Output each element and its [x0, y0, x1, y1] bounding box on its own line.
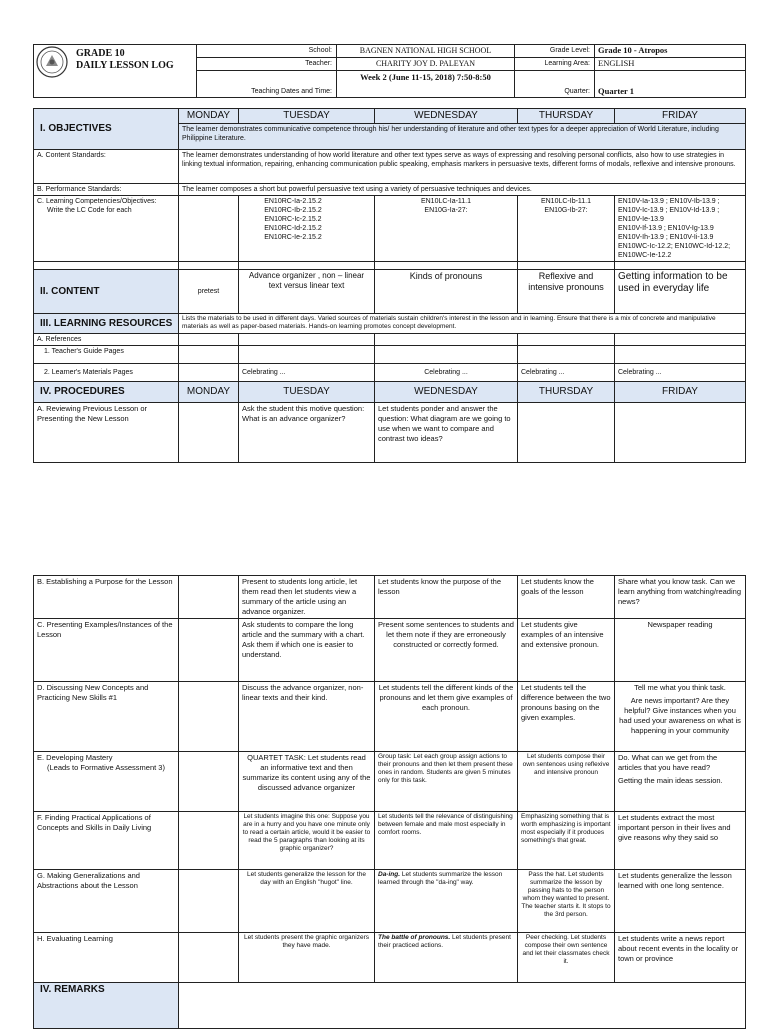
proc-day-thursday: THURSDAY — [518, 382, 615, 403]
proc-f-thursday: Emphasizing something that is worth emphasizing is important most especially if it produces something's that great. — [518, 812, 615, 870]
proc-a-tuesday: Ask the student this motive question: What is an advance organizer? — [239, 403, 375, 463]
proc-f-tuesday: Let students imagine this one: Suppose you are in a hurry and you have one minute only to read a certain article, would it be easier to read the 5 paragraphs than looking at its graphic organizer? — [239, 812, 375, 870]
proc-c-wednesday: Present some sentences to students and let them note if they are erroneously constructed or correctly formed. — [375, 619, 518, 682]
objectives-text: The learner demonstrates communicative competence through his/ her understanding of literature and other text types for a deeper appreciation of World Literature, including Philippine Literature. — [179, 124, 746, 150]
resources-title: III. LEARNING RESOURCES — [40, 317, 173, 329]
lm-tuesday: Celebrating ... — [239, 364, 375, 382]
lm-wednesday: Celebrating ... — [375, 364, 518, 382]
proc-d-friday — [615, 682, 746, 752]
proc-g-wednesday-text: Let students summarize the lesson learned through the "da-ing" way. — [378, 871, 503, 886]
proc-e-wednesday: Group task: Let each group assign actions to their pronouns and then let them present these ones in random. Students are given 5 minutes only for this task. — [375, 752, 518, 812]
lc-wednesday: EN10LC-Ia-11.1 EN10G-Ia-27: — [375, 196, 518, 262]
quarter-label: Quarter: — [515, 71, 595, 98]
learning-area-label: Learning Area: — [515, 58, 595, 71]
proc-a-label: A. Reviewing Previous Lesson or Presenting the New Lesson — [34, 403, 179, 463]
content-standards-label: A. Content Standards: — [34, 150, 179, 184]
procedures-title: IV. PROCEDURES — [40, 386, 125, 397]
teacher-label: Teacher: — [197, 58, 337, 71]
lesson-table-part2 — [33, 575, 746, 1029]
proc-g-thursday: Pass the hat. Let students summarize the lesson by passing hats to the person whom they wanted to present. The teacher starts it. It stops to the 3rd person. — [518, 870, 615, 933]
performance-standards-text: The learner composes a short but powerful persuasive text using a variety of persuasive techniques and devices. — [179, 184, 746, 196]
proc-g-label: G. Making Generalizations and Abstractions about the Lesson — [34, 870, 179, 933]
proc-b-thursday: Let students know the goals of the lesson — [518, 576, 615, 619]
proc-d-label: D. Discussing New Concepts and Practicing New Skills #1 — [34, 682, 179, 752]
proc-e-tuesday: QUARTET TASK: Let students read an informative text and then summarize its content using any of the discussed advance organizer — [239, 752, 375, 812]
proc-h-label: H. Evaluating Learning — [34, 933, 179, 983]
content-thursday: Reflexive and intensive pronouns — [518, 270, 615, 314]
competencies-subtitle: Write the LC Code for each — [47, 207, 132, 214]
day-header-wednesday: WEDNESDAY — [375, 109, 518, 124]
dates-value: Week 2 (June 11-15, 2018) 7:50-8:50 — [337, 71, 515, 98]
content-friday: Getting information to be used in everyday life — [615, 270, 746, 314]
proc-h-wednesday — [375, 933, 518, 983]
proc-e-subtitle: (Leads to Formative Assessment 3) — [47, 763, 165, 772]
proc-g-wednesday — [375, 870, 518, 933]
competencies-label — [34, 196, 179, 262]
proc-b-friday: Share what you know task. Can we learn anything from watching/reading news? — [615, 576, 746, 619]
lc-friday: EN10V-Ia-13.9 ; EN10V-Ib-13.9 ; EN10V-Ic-13.9 ; EN10V-Id-13.9 ; EN10V-Ie-13.9 EN10V-If-13.9 ; EN10V-Ig-13.9 EN10V-Ih-13.9 ; EN10V-Ii-13.9 EN10WC-Ic-12.2; EN10WC-Id-12.2; EN10WC-Ie-12.2 — [615, 196, 746, 262]
log-title: DAILY LESSON LOG — [76, 60, 174, 71]
proc-c-tuesday: Ask students to compare the long article and the summary with a chart. Ask them if which one is easier to understand. — [239, 619, 375, 682]
proc-e-friday-text: Getting the main ideas session. — [618, 776, 723, 785]
proc-d-thursday: Let students tell the difference between the two pronouns basing on the given examples. — [518, 682, 615, 752]
proc-h-tuesday: Let students present the graphic organizers they have made. — [239, 933, 375, 983]
proc-day-monday: MONDAY — [179, 382, 239, 403]
remarks-content — [179, 983, 746, 1029]
proc-h-wednesday-activity: The battle of pronouns. — [378, 934, 451, 941]
school-label: School: — [197, 45, 337, 58]
lm-friday: Celebrating ... — [615, 364, 746, 382]
dates-label: Teaching Dates and Time: — [197, 71, 337, 98]
grade-level-value: Grade 10 - Atropos — [595, 45, 746, 58]
resources-text: Lists the materials to be used in different days. Varied sources of materials sustain children's interest in the lesson and in learning. Ensure that there is a mix of concrete and manipulative materials as well as paper-based materials. Hands-on learning promotes concept development. — [179, 314, 746, 334]
performance-standards-label: B. Performance Standards: — [34, 184, 179, 196]
proc-h-thursday: Peer checking. Let students compose their own sentence and let their classmates check it. — [518, 933, 615, 983]
lc-thursday: EN10LC-Ib-11.1 EN10G-Ib-27: — [518, 196, 615, 262]
lm-thursday: Celebrating ... — [518, 364, 615, 382]
proc-f-wednesday: Let students tell the relevance of distinguishing between female and male most especially in comfort rooms. — [375, 812, 518, 870]
proc-f-label: F. Finding Practical Applications of Concepts and Skills in Daily Living — [34, 812, 179, 870]
proc-d-friday-text: Are news important? Are they helpful? Give instances when you had used your awareness on what is happening in your community — [619, 696, 741, 735]
day-header-tuesday: TUESDAY — [239, 109, 375, 124]
day-header-monday: MONDAY — [179, 109, 239, 124]
proc-d-tuesday: Discuss the advance organizer, non-linear texts and their kind. — [239, 682, 375, 752]
proc-c-friday: Newspaper reading — [615, 619, 746, 682]
proc-g-wednesday-activity: Da-ing. — [378, 871, 401, 878]
proc-b-tuesday: Present to students long article, let them read then let students view a summary of the article using an advance organizer. — [239, 576, 375, 619]
quarter-value: Quarter 1 — [595, 71, 746, 98]
proc-h-wednesday-text: Let students present their practiced actions. — [378, 934, 511, 949]
objectives-title: I. OBJECTIVES — [40, 123, 112, 134]
tg-pages-label: 1. Teacher's Guide Pages — [34, 346, 179, 364]
proc-e-thursday: Let students compose their own sentences using reflexive and intensive pronoun — [518, 752, 615, 812]
proc-day-friday: FRIDAY — [615, 382, 746, 403]
references-label: A. References — [34, 334, 179, 346]
grade-level-label: Grade Level: — [515, 45, 595, 58]
proc-e-title: E. Developing Mastery — [37, 753, 113, 762]
content-wednesday: Kinds of pronouns — [375, 270, 518, 314]
content-title: II. CONTENT — [40, 285, 100, 297]
proc-g-tuesday: Let students generalize the lesson for the day with an English "hugot" line. — [239, 870, 375, 933]
content-monday: pretest — [179, 270, 239, 314]
proc-f-friday: Let students extract the most important person in their lives and give reasons why they said so — [615, 812, 746, 870]
proc-c-thursday: Let students give examples of an intensive and extensive pronoun. — [518, 619, 615, 682]
proc-g-friday: Let students generalize the lesson learned with one long sentence. — [615, 870, 746, 933]
lc-tuesday: EN10RC-Ia-2.15.2 EN10RC-Ib-2.15.2 EN10RC-Ic-2.15.2 EN10RC-Id-2.15.2 EN10RC-Ie-2.15.2 — [239, 196, 375, 262]
proc-e-friday — [615, 752, 746, 812]
proc-d-friday-task: Tell me what you think task. — [634, 683, 726, 692]
proc-d-wednesday: Let students tell the different kinds of the pronouns and let them give examples of each pronoun. — [375, 682, 518, 752]
content-tuesday: Advance organizer , non – linear text versus linear text — [239, 270, 375, 314]
proc-b-label: B. Establishing a Purpose for the Lesson — [34, 576, 179, 619]
competencies-title: C. Learning Competencies/Objectives: — [37, 198, 157, 205]
day-header-friday: FRIDAY — [615, 109, 746, 124]
proc-h-friday: Let students write a news report about recent events in the locality or town or province — [615, 933, 746, 983]
lesson-table-part1 — [33, 108, 746, 463]
grade-title: GRADE 10 — [76, 48, 125, 59]
day-header-thursday: THURSDAY — [518, 109, 615, 124]
header-table — [33, 44, 746, 98]
lm-pages-label: 2. Learner's Materials Pages — [34, 364, 179, 382]
header-title-block — [34, 45, 197, 98]
proc-b-wednesday: Let students know the purpose of the lesson — [375, 576, 518, 619]
proc-day-tuesday: TUESDAY — [239, 382, 375, 403]
proc-a-wednesday: Let students ponder and answer the question: What diagram are we going to use when we want to compare and contrast two ideas? — [375, 403, 518, 463]
remarks-title: IV. REMARKS — [40, 984, 105, 995]
proc-e-label — [34, 752, 179, 812]
proc-e-friday-task: Do. What can we get from the articles that you have read? — [618, 753, 718, 772]
proc-day-wednesday: WEDNESDAY — [375, 382, 518, 403]
content-standards-text: The learner demonstrates understanding of how world literature and other text types serve as ways of expressing and resolving personal conflicts, also how to use strategies in linking textual information, repairing, enhancing communication public speaking, emphasis markers in persuasive texts, different forms of modals, reflexive and intensive pronouns. — [179, 150, 746, 184]
school-value: BAGNEN NATIONAL HIGH SCHOOL — [337, 45, 515, 58]
learning-area-value: ENGLISH — [595, 58, 746, 71]
proc-c-label: C. Presenting Examples/Instances of the Lesson — [34, 619, 179, 682]
teacher-value: CHARITY JOY D. PALEYAN — [337, 58, 515, 71]
